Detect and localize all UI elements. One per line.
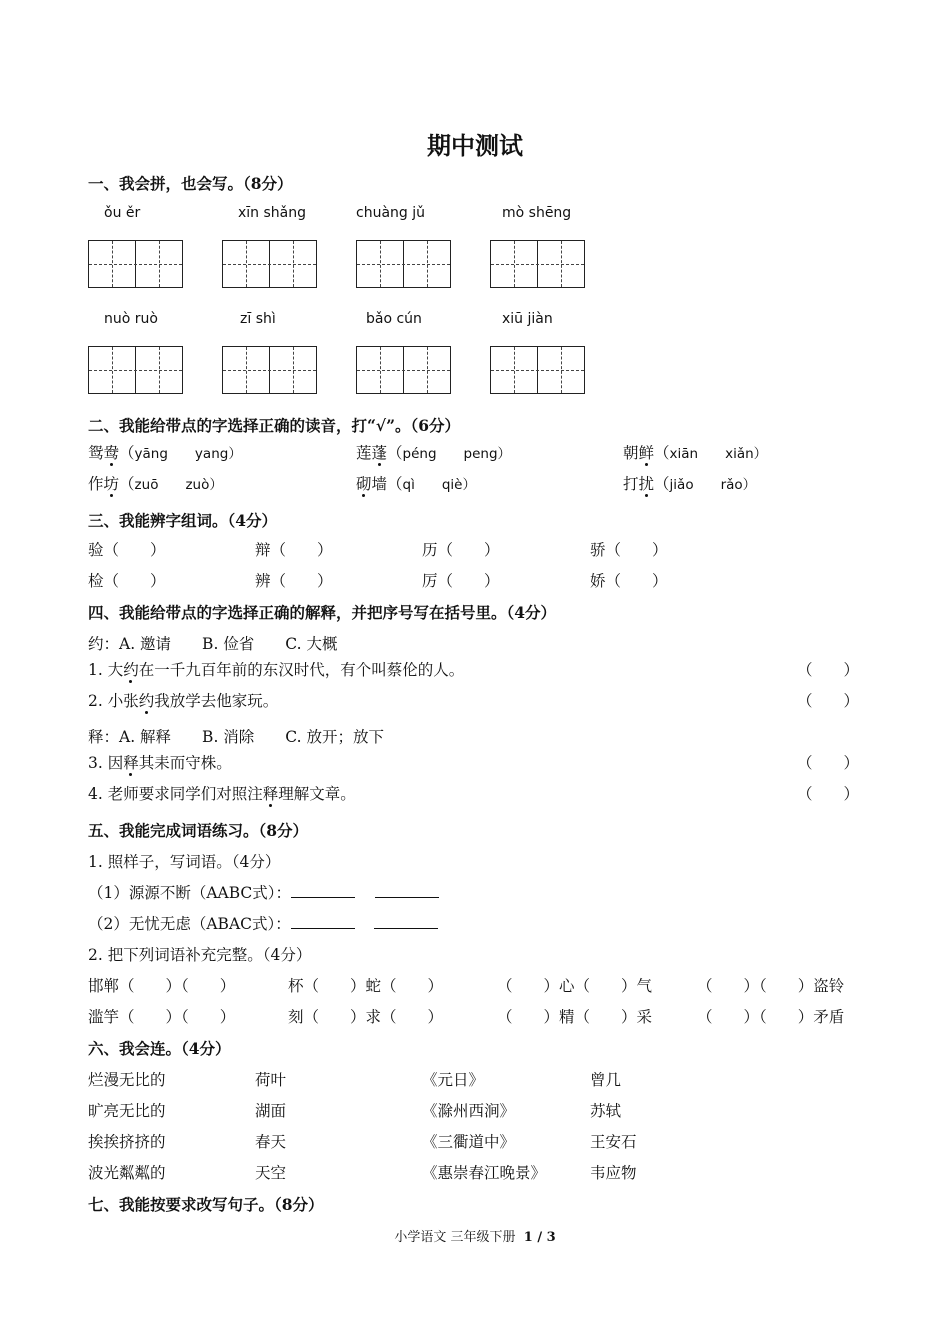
- dotted-char: 扰: [639, 472, 655, 494]
- reading-item: 作坊（zuō zuò）: [88, 472, 223, 494]
- match-item[interactable]: 旷亮无比的: [88, 1102, 166, 1120]
- match-item[interactable]: 王安石: [590, 1133, 637, 1151]
- section-5-heading: 五、我能完成词语练习。（8分）: [88, 821, 309, 840]
- match-item[interactable]: 波光粼粼的: [88, 1164, 166, 1182]
- writing-grid[interactable]: [356, 240, 451, 288]
- word-item: 辨（ ）: [255, 572, 333, 590]
- writing-grid[interactable]: [222, 240, 317, 288]
- answer-paren: （ ）: [797, 754, 860, 772]
- pinyin-label: mò shēng: [502, 205, 572, 221]
- dotted-char: 砌: [356, 472, 372, 494]
- match-item[interactable]: 《元日》: [422, 1071, 485, 1089]
- answer-paren: （ ）: [797, 785, 860, 803]
- match-item[interactable]: 烂漫无比的: [88, 1071, 166, 1089]
- dotted-char: 蓬: [372, 441, 388, 463]
- pinyin-label: xiū jiàn: [502, 311, 553, 327]
- match-item[interactable]: 韦应物: [590, 1164, 637, 1182]
- match-item[interactable]: 苏轼: [590, 1102, 622, 1120]
- match-item[interactable]: 荷叶: [255, 1071, 287, 1089]
- pinyin-label: nuò ruò: [104, 311, 158, 327]
- word-item: 辩（ ）: [255, 541, 333, 559]
- idiom-item: 刻（ ）求（ ）: [288, 1008, 444, 1026]
- answer-blank[interactable]: [291, 882, 355, 899]
- dotted-char: 释: [263, 782, 279, 804]
- pinyin-label: zī shì: [240, 311, 276, 327]
- dotted-char: 约: [139, 689, 155, 711]
- word-item: 历（ ）: [422, 541, 500, 559]
- section-6-heading: 六、我会连。（4分）: [88, 1039, 231, 1058]
- pinyin-label: ǒu ěr: [104, 205, 141, 221]
- writing-grid[interactable]: [490, 346, 585, 394]
- writing-grid[interactable]: [88, 240, 183, 288]
- reading-item: 鸳鸯（yāng yang）: [88, 441, 242, 463]
- answer-paren: （ ）: [797, 692, 860, 710]
- idiom-item: 杯（ ）蛇（ ）: [288, 977, 444, 995]
- writing-grid[interactable]: [356, 346, 451, 394]
- answer-blank[interactable]: [291, 913, 355, 930]
- reading-item: 打扰（jiǎo rǎo）: [623, 472, 756, 494]
- match-item[interactable]: 天空: [255, 1164, 287, 1182]
- page-title: 期中测试: [427, 131, 523, 160]
- match-item[interactable]: 曾几: [590, 1071, 622, 1089]
- section-1-heading: 一、我会拼，也会写。（8分）: [88, 174, 293, 193]
- pinyin-label: chuàng jǔ: [356, 205, 425, 221]
- section-4-heading: 四、我能给带点的字选择正确的解释，并把序号写在括号里。（4分）: [88, 603, 557, 622]
- idiom-item: （ ）（ ）矛盾: [697, 1008, 845, 1026]
- question-item: 2. 小张约我放学去他家玩。: [88, 689, 278, 711]
- writing-grid[interactable]: [490, 240, 585, 288]
- dotted-char: 鲜: [639, 441, 655, 463]
- options-line: 释：A. 解释 B. 消除 C. 放开；放下: [88, 728, 384, 746]
- pinyin-label: xīn shǎng: [238, 205, 307, 221]
- idiom-item: 邯郸（ ）（ ）: [88, 977, 236, 995]
- match-item[interactable]: 湖面: [255, 1102, 287, 1120]
- match-item[interactable]: 《惠崇春江晚景》: [422, 1164, 547, 1182]
- question-item: 1. 大约在一千九百年前的东汉时代，有个叫蔡伦的人。: [88, 658, 464, 680]
- page-footer: 小学语文 三年级下册 1 / 3: [394, 1230, 556, 1245]
- word-item: 骄（ ）: [590, 541, 668, 559]
- reading-item: 砌墙（qì qiè）: [356, 472, 476, 494]
- options-line: 约：A. 邀请 B. 俭省 C. 大概: [88, 635, 338, 653]
- idiom-item: （ ）（ ）盗铃: [697, 977, 845, 995]
- answer-blank[interactable]: [374, 913, 438, 930]
- match-item[interactable]: 挨挨挤挤的: [88, 1133, 166, 1151]
- answer-paren: （ ）: [797, 661, 860, 679]
- match-item[interactable]: 春天: [255, 1133, 287, 1151]
- section-7-heading: 七、我能按要求改写句子。（8分）: [88, 1195, 324, 1214]
- reading-item: 朝鲜（xiān xiǎn）: [623, 441, 767, 463]
- question-item: 4. 老师要求同学们对照注释理解文章。: [88, 782, 356, 804]
- match-item[interactable]: 《三衢道中》: [422, 1133, 516, 1151]
- dotted-char: 释: [123, 751, 139, 773]
- word-item: 厉（ ）: [422, 572, 500, 590]
- sub-question: 1. 照样子，写词语。（4分）: [88, 853, 281, 871]
- dotted-char: 坊: [104, 472, 120, 494]
- page-number: 1 / 3: [523, 1230, 556, 1245]
- section-3-heading: 三、我能辨字组词。（4分）: [88, 511, 278, 530]
- word-item: 检（ ）: [88, 572, 166, 590]
- word-item: 娇（ ）: [590, 572, 668, 590]
- idiom-item: 滥竽（ ）（ ）: [88, 1008, 236, 1026]
- dotted-char: 约: [123, 658, 139, 680]
- idiom-item: （ ）精（ ）采: [497, 1008, 653, 1026]
- idiom-item: （ ）心（ ）气: [497, 977, 653, 995]
- reading-item: 莲蓬（péng peng）: [356, 441, 511, 463]
- fill-line: （2）无忧无虑（ABAC式）：: [88, 912, 438, 934]
- pinyin-label: bǎo cún: [366, 311, 422, 327]
- question-item: 3. 因释其耒而守株。: [88, 751, 232, 773]
- dotted-char: 鸯: [104, 441, 120, 463]
- fill-line: （1）源源不断（AABC式）：: [88, 881, 439, 903]
- sub-question: 2. 把下列词语补充完整。（4分）: [88, 946, 312, 964]
- word-item: 验（ ）: [88, 541, 166, 559]
- section-2-heading: 二、我能给带点的字选择正确的读音，打“√”。（6分）: [88, 416, 461, 435]
- writing-grid[interactable]: [222, 346, 317, 394]
- match-item[interactable]: 《滁州西涧》: [422, 1102, 516, 1120]
- writing-grid[interactable]: [88, 346, 183, 394]
- answer-blank[interactable]: [375, 882, 439, 899]
